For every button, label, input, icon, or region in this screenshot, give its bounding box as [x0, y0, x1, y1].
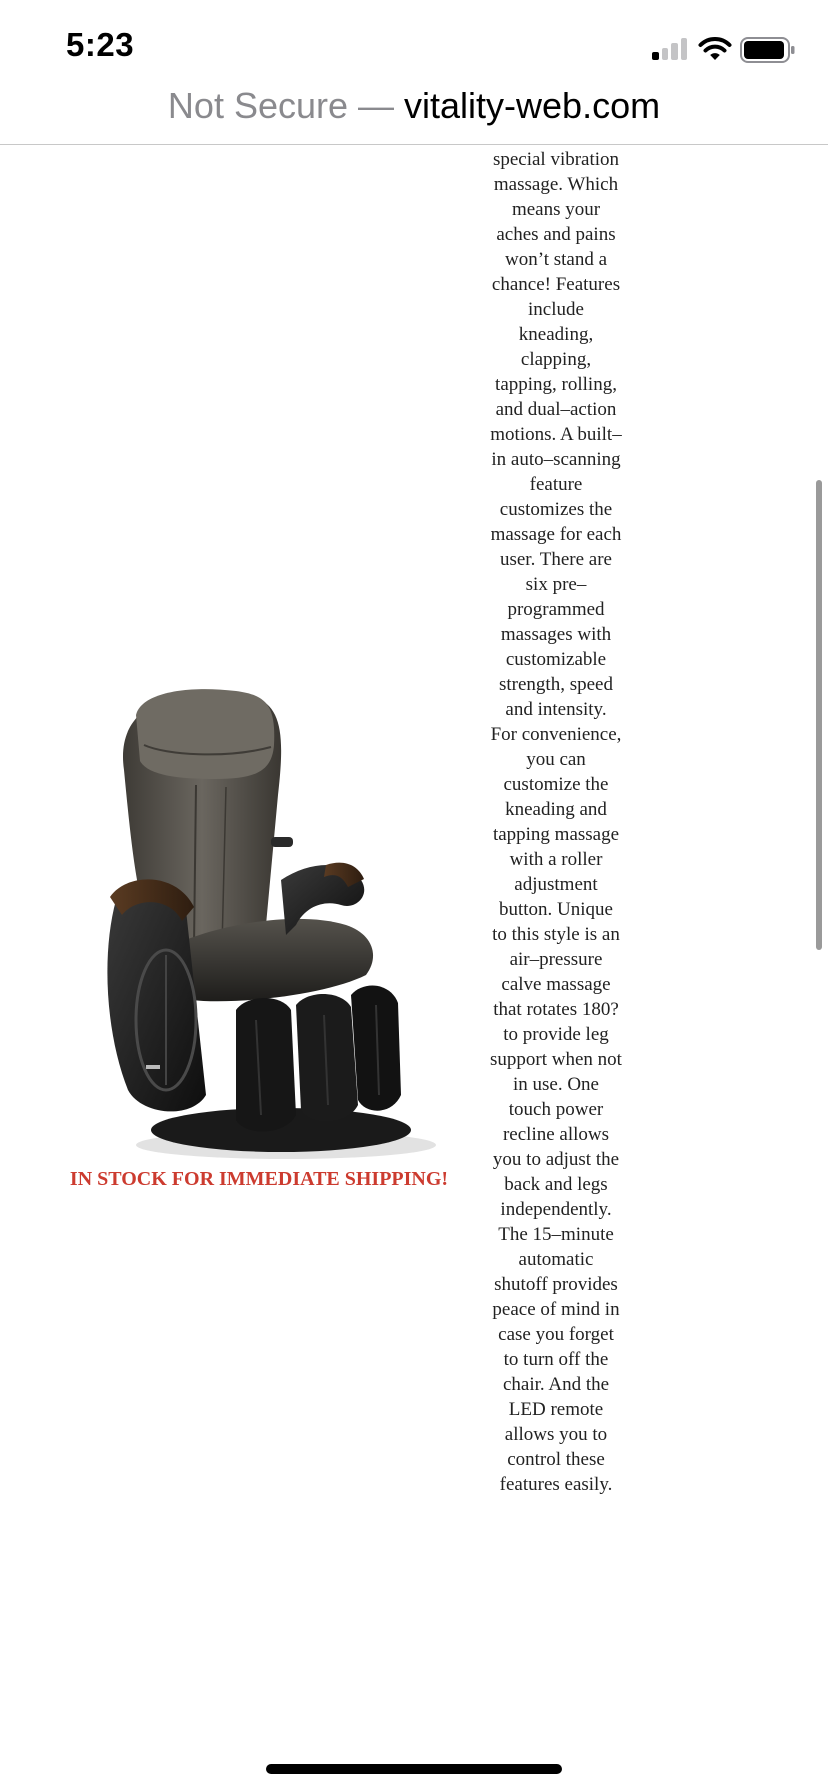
battery-icon [740, 37, 796, 63]
cellular-signal-icon [652, 38, 688, 60]
stock-status: IN STOCK FOR IMMEDIATE SHIPPING! [69, 1168, 449, 1190]
product-description: special vibration massage. Which means your aches and pains won’t stand a chance! Features include kneading, clapping, tapping, rolling, and dual–action motions. A built–in auto–scanning feature customizes the massage for each user. There are six pre–programmed massages with customizable strength, speed and intensity. For convenience, you can customize the kneading and tapping massage with a roller adjustment button. Unique to this style is an air–pressure calve massage that rotates 180? to provide leg support when not in use. One touch power recline allows you to adjust the back and legs independently. The 15–minute automatic shutoff provides peace of mind in case you forget to turn off the chair. And the LED remote allows you to control these features easily. [490, 149, 622, 1495]
site-domain: vitality-web.com [404, 85, 661, 126]
status-time: 5:23 [66, 26, 135, 63]
scrollbar[interactable] [816, 480, 822, 950]
wifi-icon [698, 36, 732, 62]
status-bar [0, 0, 828, 96]
page-content [0, 145, 828, 1792]
massage-chair-image [96, 675, 446, 1175]
home-indicator[interactable] [266, 1764, 562, 1774]
address-bar[interactable] [0, 84, 828, 144]
security-warning: Not Secure — [167, 85, 405, 126]
